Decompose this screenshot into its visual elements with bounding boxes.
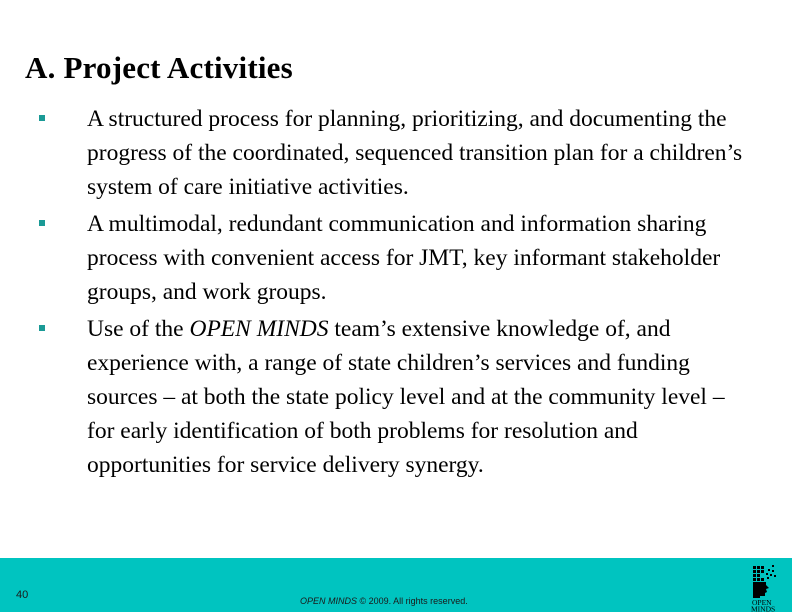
bullet-item	[0, 312, 752, 482]
bullet-text	[87, 106, 742, 200]
square-bullet-icon	[39, 220, 45, 226]
square-bullet-icon	[39, 325, 45, 331]
slide-title: A. Project Activities	[25, 50, 293, 85]
bullet-text	[87, 316, 725, 478]
copyright-notice	[300, 596, 468, 606]
bullet-text	[87, 211, 720, 305]
copyright-brand: OPEN MINDS	[300, 596, 358, 606]
copyright-text: © 2009. All rights reserved.	[357, 596, 468, 606]
svg-text:OPEN: OPEN	[752, 598, 772, 607]
bullet-text-segment: team’s extensive knowledge of, and experience with, a range of state children’s services and funding sources – at both the state policy level and at the community level – for early identification of both problems for resolution and opportunities for service delivery synergy.	[87, 316, 725, 478]
bullet-text-segment: Use of the	[87, 316, 190, 342]
bullet-item	[0, 207, 752, 309]
open-minds-logo-icon	[748, 564, 788, 612]
footer-band	[0, 558, 792, 612]
svg-text:MINDS: MINDS	[751, 604, 776, 612]
bullet-list	[0, 102, 792, 485]
bullet-text-segment: A structured process for planning, prioritizing, and documenting the progress of the coordinated, sequenced transition plan for a children’s system of care initiative activities.	[87, 106, 743, 200]
brand-emphasis: OPEN MINDS	[189, 316, 329, 342]
square-bullet-icon	[39, 115, 45, 121]
page-number: 40	[16, 589, 29, 601]
bullet-text-segment: A multimodal, redundant communication and information sharing process with convenient access for JMT, key informant stakeholder groups, and work groups.	[87, 211, 721, 305]
bullet-item	[0, 102, 752, 204]
